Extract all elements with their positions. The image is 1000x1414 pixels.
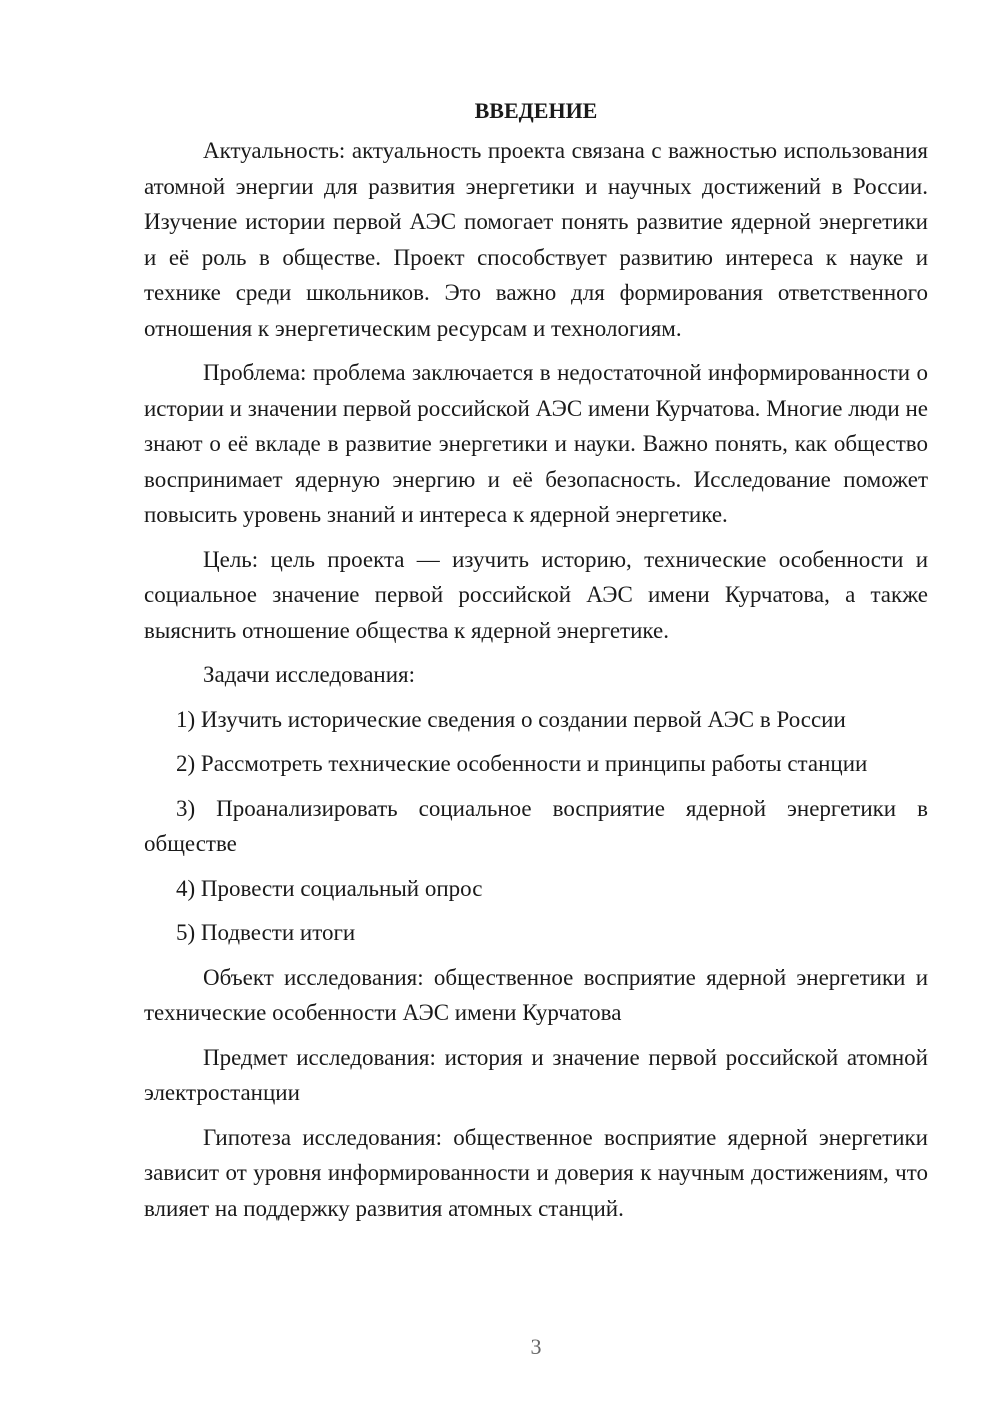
hypothesis-paragraph: Гипотеза исследования: общественное восприятие ядерной энергетики зависит от уровня информированности и доверия к научным достижениям, что влияет на поддержку развития атомных станций. xyxy=(144,1124,928,1221)
task-item-3: 3) Проанализировать социальное восприятие ядерной энергетики в обществе xyxy=(144,795,928,856)
task-item-5: 5) Подвести итоги xyxy=(176,920,356,945)
section-heading: ВВЕДЕНИЕ xyxy=(474,98,598,123)
task-item-4: 4) Провести социальный опрос xyxy=(176,875,483,901)
task-item-1: 1) Изучить исторические сведения о создании первой АЭС в России xyxy=(176,706,846,732)
object-paragraph: Объект исследования: общественное восприятие ядерной энергетики и технические особенности АЭС имени Курчатова xyxy=(144,964,928,1025)
problem-paragraph: Проблема: проблема заключается в недостаточной информированности о истории и значении первой российской АЭС имени Курчатова. Многие люди не знают о её вкладе в развитие энергетики и науки. Важно понять, как общество воспринимает ядерную энергию и её безопасность. Исследование поможет повысить уровень знаний и интереса к ядерной энергетике. xyxy=(144,360,928,527)
document-page xyxy=(144,96,928,1235)
subject-paragraph: Предмет исследования: история и значение первой российской атомной электростанции xyxy=(144,1044,928,1105)
relevance-paragraph: Актуальность: актуальность проекта связана с важностью использования атомной энергии для развития энергетики и научных достижений в России. Изучение истории первой АЭС помогает понять развитие ядерной энергетики и её роль в обществе. Проект способствует развитию интереса к науке и технике среди школьников. Это важно для формирования ответственного отношения к энергетическим ресурсам и технологиям. xyxy=(144,138,928,341)
goal-paragraph: Цель: цель проекта — изучить историю, технические особенности и социальное значение первой российской АЭС имени Курчатова, а также выяснить отношение общества к ядерной энергетике. xyxy=(144,546,928,643)
page-number: 3 xyxy=(530,1334,542,1359)
task-item-2: 2) Рассмотреть технические особенности и принципы работы станции xyxy=(176,751,868,776)
tasks-title: Задачи исследования: xyxy=(203,662,416,687)
